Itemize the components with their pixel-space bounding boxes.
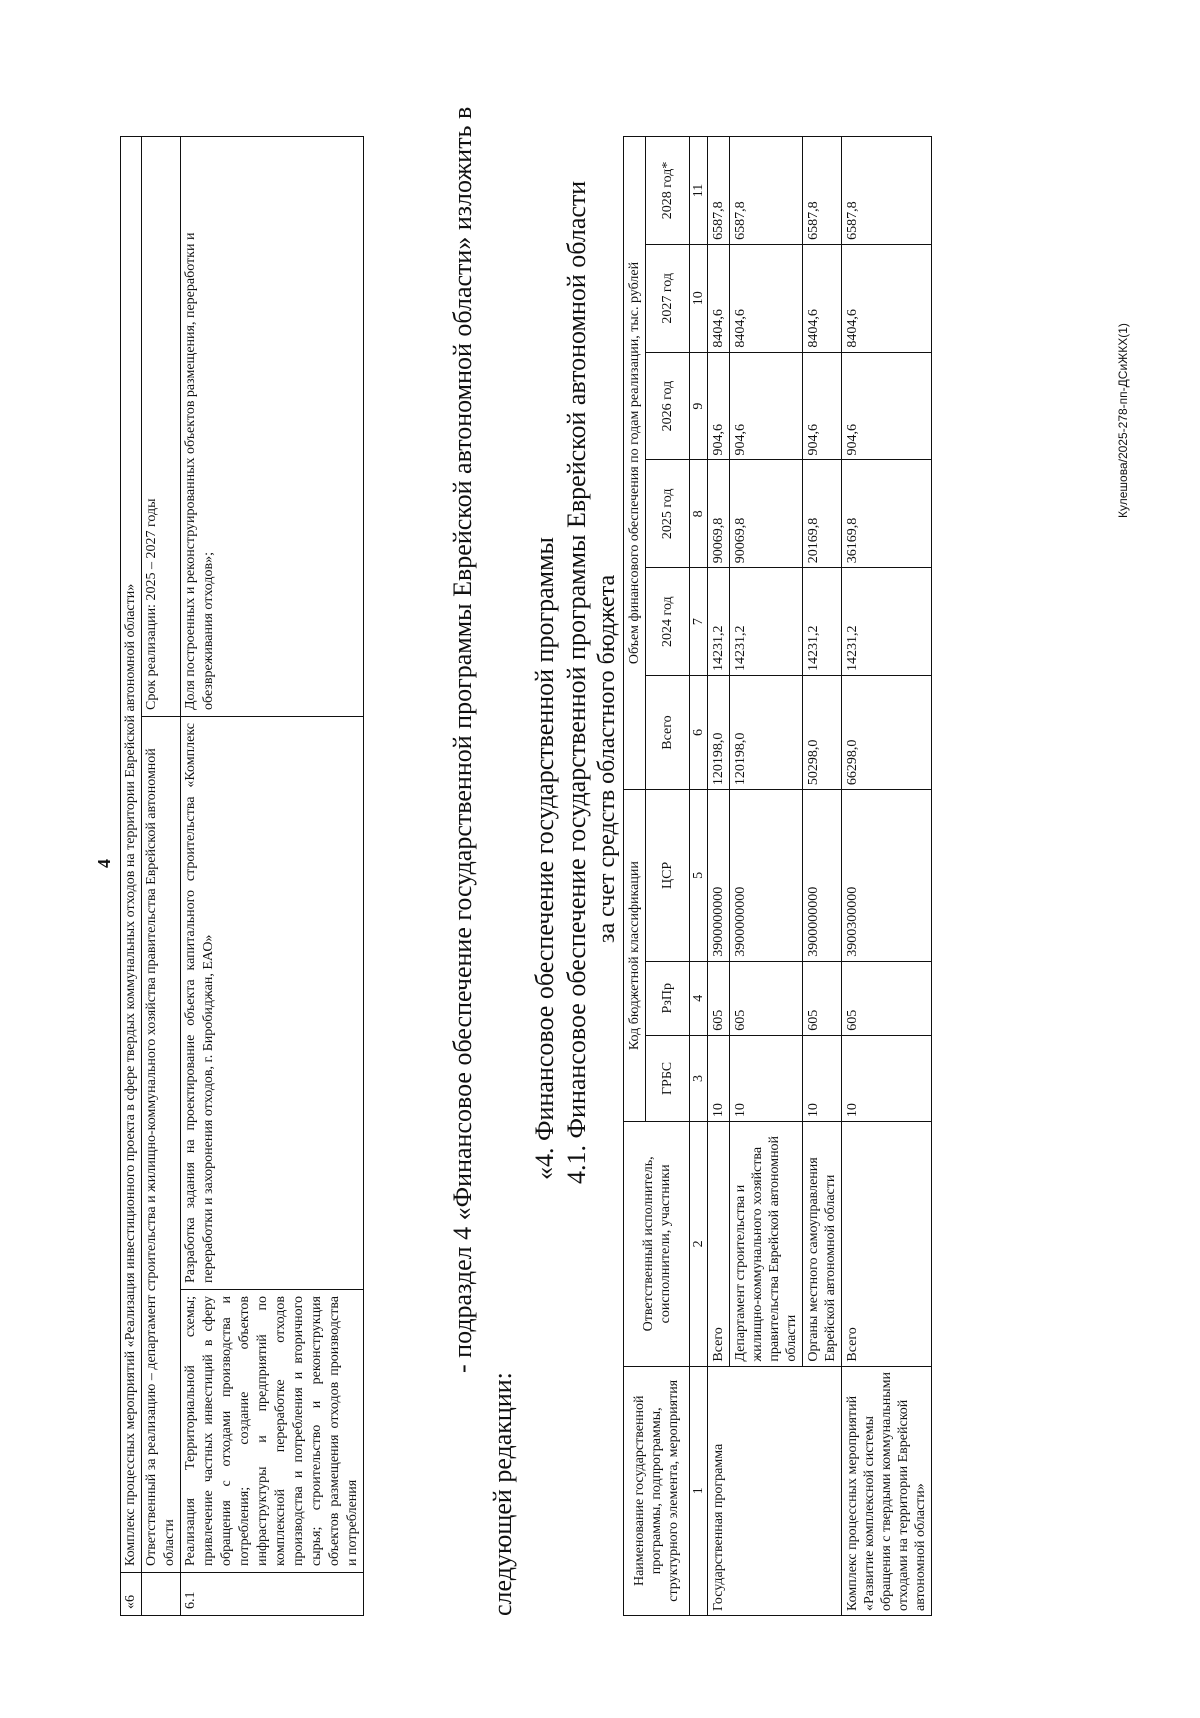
header-executor: Ответственный исполнитель, соисполнители, участники [624,1122,690,1366]
y2027-cell: 8404,6 [708,244,730,352]
col-num: 1 [690,1366,708,1615]
header-code: Код бюджетной классификации [624,790,646,1122]
col-num: 11 [690,137,708,245]
rzpr-cell: 605 [803,961,842,1035]
y2027-cell: 8404,6 [730,244,803,352]
col-num: 4 [690,961,708,1035]
rzpr-cell: 605 [708,961,730,1035]
term-cell: Срок реализации: 2025 – 2027 годы [142,137,181,717]
csr-cell: 3900000000 [730,790,803,962]
task-indicator: Доля построенных и реконструированных объектов размещения, переработки и обезвреживания отходов»; [181,137,364,717]
program-name: Государственная программа [708,1366,842,1615]
y2026-cell: 904,6 [842,352,932,460]
document-footer: Кулешова/2025-278-пп-ДСиЖКХ(1) [1116,323,1130,518]
executor-cell: Всего [842,1122,932,1366]
column-number-row [690,137,708,1616]
subsection-heading-cont: следующей редакции: [488,1372,517,1616]
header-name: Наименование государственной программы, подпрограммы, структурного элемента, мероприятия [624,1366,690,1615]
task-description: Реализация Территориальной схемы; привлечение частных инвестиций в сферу обращения с отходами производства и потребления; создание объектов инфраструктуры и предприятий по комплексной переработке отходов производства и потребления и вторичного сырья; строительство и реконструкция объектов размещения отходов производства и потребления [181,1290,364,1573]
col-num: 9 [690,352,708,460]
y2026-cell: 904,6 [708,352,730,460]
header-volume: Объем финансового обеспечения по годам реализации, тыс. рублей [624,137,646,790]
executor-cell: Всего [708,1122,730,1366]
y2027-cell: 8404,6 [803,244,842,352]
header-row [624,137,646,1616]
table-row [181,137,364,1616]
header-2024: 2024 год [646,568,690,676]
y2024-cell: 14231,2 [803,568,842,676]
complex-title: Комплекс процессных мероприятий «Реализация инвестиционного проекта в сфере твердых коммунальных отходов на территории Еврейской автономной области» [121,137,142,1573]
row-number: 6.1 [181,1573,364,1616]
y2025-cell: 90069,8 [730,460,803,568]
table-row [842,137,932,1616]
col-num: 7 [690,568,708,676]
grbs-cell: 10 [708,1035,730,1121]
table-row [121,137,142,1616]
section-subheading-cont: за счет средств областного бюджета [594,574,620,943]
header-2026: 2026 год [646,352,690,460]
empty-cell [142,1573,181,1616]
table-row [142,137,181,1616]
header-csr: ЦСР [646,790,690,962]
y2026-cell: 904,6 [730,352,803,460]
col-num: 10 [690,244,708,352]
y2025-cell: 36169,8 [842,460,932,568]
col-num: 8 [690,460,708,568]
measures-table [120,136,364,1616]
header-2027: 2027 год [646,244,690,352]
grbs-cell: 10 [730,1035,803,1121]
rzpr-cell: 605 [842,961,932,1035]
y2027-cell: 8404,6 [842,244,932,352]
table-row [708,137,730,1616]
total-cell: 66298,0 [842,676,932,790]
complex-name: Комплекс процессных мероприятий «Развитие комплексной системы обращения с твердыми коммунальными отходами на территории Еврейской автономной области» [842,1366,932,1615]
col-num: 2 [690,1122,708,1366]
grbs-cell: 10 [842,1035,932,1121]
header-2028: 2028 год* [646,137,690,245]
csr-cell: 3900300000 [842,790,932,962]
subsection-heading: - подраздел 4 «Финансовое обеспечение государственной программы Еврейской автономной области» изложить в [448,106,477,1373]
col-num: 6 [690,676,708,790]
total-cell: 50298,0 [803,676,842,790]
y2024-cell: 14231,2 [708,568,730,676]
y2028-cell: 6587,8 [708,137,730,245]
csr-cell: 3900000000 [708,790,730,962]
header-total: Всего [646,676,690,790]
total-cell: 120198,0 [708,676,730,790]
section-heading: «4. Финансовое обеспечение государственной программы [530,536,559,1180]
grbs-cell: 10 [803,1035,842,1121]
financing-table [623,136,932,1616]
page-number: 4 [94,859,114,868]
header-grbs: ГРБС [646,1035,690,1121]
col-num: 3 [690,1035,708,1121]
total-cell: 120198,0 [730,676,803,790]
y2025-cell: 20169,8 [803,460,842,568]
executor-cell: Органы местного самоуправления Еврейской автономной области [803,1122,842,1366]
header-rzpr: РзПр [646,961,690,1035]
csr-cell: 3900000000 [803,790,842,962]
rzpr-cell: 605 [730,961,803,1035]
y2024-cell: 14231,2 [730,568,803,676]
section-subheading: 4.1. Финансовое обеспечение государственной программы Еврейской автономной области [562,180,591,1184]
y2025-cell: 90069,8 [708,460,730,568]
y2028-cell: 6587,8 [803,137,842,245]
header-2025: 2025 год [646,460,690,568]
task-result: Разработка задания на проектирование объекта капитального строительства «Комплекс переработки и захоронения отходов, г. Биробиджан, ЕАО» [181,717,364,1290]
y2024-cell: 14231,2 [842,568,932,676]
y2028-cell: 6587,8 [842,137,932,245]
row-number: «6 [121,1573,142,1616]
y2028-cell: 6587,8 [730,137,803,245]
responsible-cell: Ответственный за реализацию – департамент строительства и жилищно-коммунального хозяйства правительства Еврейской автономной области [142,717,181,1573]
executor-cell: Департамент строительства и жилищно-коммунального хозяйства правительства Еврейской автономной области [730,1122,803,1366]
y2026-cell: 904,6 [803,352,842,460]
col-num: 5 [690,790,708,962]
